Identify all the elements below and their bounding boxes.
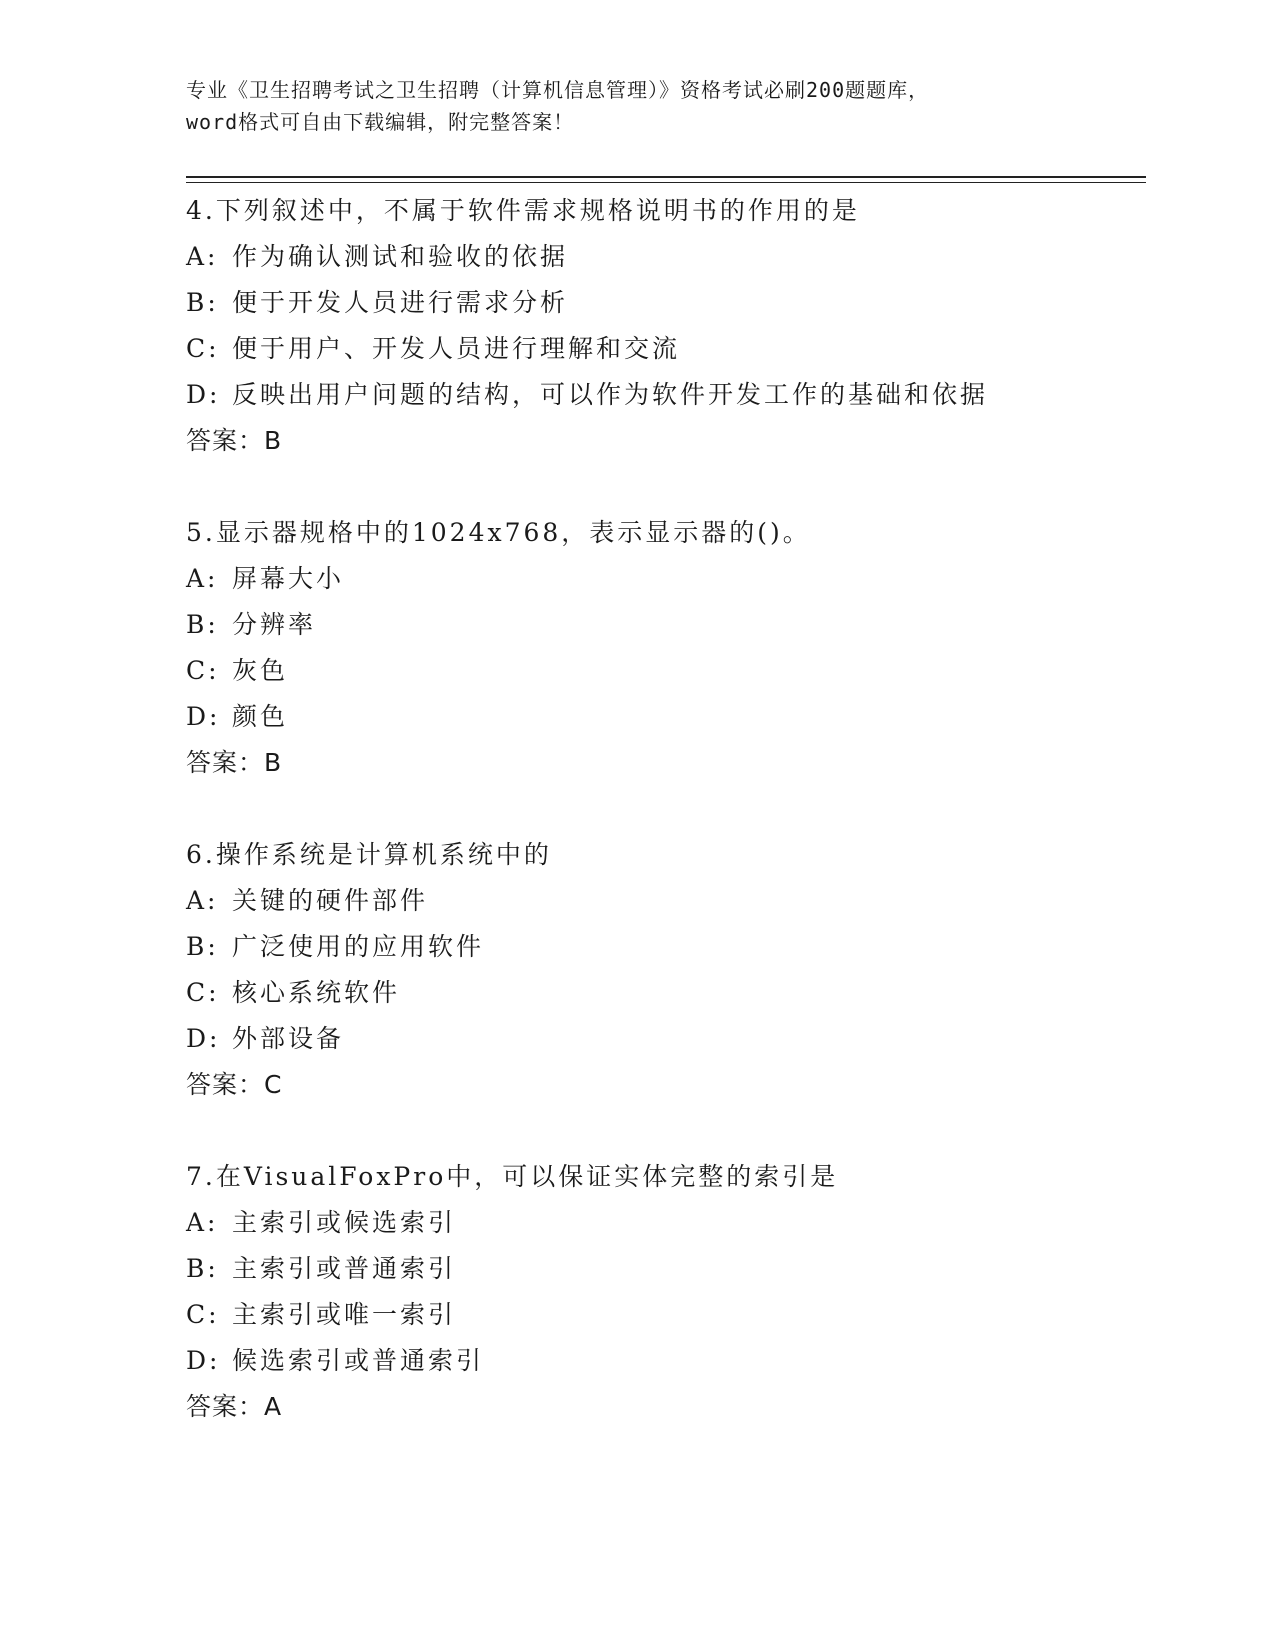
option-letter: C: xyxy=(186,978,220,1007)
option-letter: A: xyxy=(186,1208,219,1237)
option-text: 广泛使用的应用软件 xyxy=(232,932,485,961)
option-text: 屏幕大小 xyxy=(232,564,345,593)
option-text: 便于用户、开发人员进行理解和交流 xyxy=(232,334,681,363)
option-c xyxy=(186,1292,1146,1338)
option-letter: A: xyxy=(186,886,219,915)
option-d xyxy=(186,1338,1146,1384)
option-text: 便于开发人员进行需求分析 xyxy=(232,288,569,317)
option-text: 主索引或候选索引 xyxy=(232,1208,457,1237)
option-a xyxy=(186,556,1146,602)
option-text: 颜色 xyxy=(232,702,289,731)
question-stem: 6.操作系统是计算机系统中的 xyxy=(186,840,552,869)
header-line-2: word格式可自由下载编辑，附完整答案！ xyxy=(186,110,575,134)
option-letter: A: xyxy=(186,564,219,593)
option-letter: B: xyxy=(186,1254,219,1283)
option-text: 候选索引或普通索引 xyxy=(232,1346,485,1375)
option-b xyxy=(186,924,1146,970)
option-c xyxy=(186,648,1146,694)
answer-line: 答案：B xyxy=(186,748,283,777)
option-a xyxy=(186,234,1146,280)
question-block xyxy=(186,510,1146,786)
option-letter: C: xyxy=(186,656,220,685)
option-letter: B: xyxy=(186,610,219,639)
option-c xyxy=(186,970,1146,1016)
option-letter: D: xyxy=(186,380,221,409)
option-text: 核心系统软件 xyxy=(232,978,401,1007)
answer-line: 答案：A xyxy=(186,1392,283,1421)
option-letter: B: xyxy=(186,288,219,317)
option-letter: D: xyxy=(186,1346,221,1375)
header-divider-thick xyxy=(186,176,1146,178)
option-text: 主索引或普通索引 xyxy=(232,1254,457,1283)
option-b xyxy=(186,1246,1146,1292)
question-block xyxy=(186,1154,1146,1430)
option-letter: A: xyxy=(186,242,219,271)
option-letter: D: xyxy=(186,702,221,731)
option-letter: D: xyxy=(186,1024,221,1053)
question-stem: 5.显示器规格中的1024x768，表示显示器的()。 xyxy=(186,518,811,547)
answer-line: 答案：B xyxy=(186,426,283,455)
option-text: 灰色 xyxy=(232,656,289,685)
option-text: 主索引或唯一索引 xyxy=(232,1300,457,1329)
option-c xyxy=(186,326,1146,372)
answer-line: 答案：C xyxy=(186,1070,283,1099)
option-text: 外部设备 xyxy=(232,1024,345,1053)
question-stem: 4.下列叙述中，不属于软件需求规格说明书的作用的是 xyxy=(186,196,860,225)
option-text: 作为确认测试和验收的依据 xyxy=(232,242,569,271)
question-stem: 7.在VisualFoxPro中，可以保证实体完整的索引是 xyxy=(186,1162,839,1191)
option-d xyxy=(186,1016,1146,1062)
option-b xyxy=(186,602,1146,648)
header-divider-thin xyxy=(186,182,1146,183)
option-d xyxy=(186,694,1146,740)
option-a xyxy=(186,878,1146,924)
option-text: 反映出用户问题的结构，可以作为软件开发工作的基础和依据 xyxy=(232,380,989,409)
question-block xyxy=(186,832,1146,1108)
header-line-1: 专业《卫生招聘考试之卫生招聘（计算机信息管理）》资格考试必刷200题题库， xyxy=(186,78,930,102)
option-letter: C: xyxy=(186,1300,220,1329)
option-text: 关键的硬件部件 xyxy=(232,886,429,915)
option-a xyxy=(186,1200,1146,1246)
option-letter: C: xyxy=(186,334,220,363)
option-d xyxy=(186,372,1146,418)
option-letter: B: xyxy=(186,932,219,961)
document-header xyxy=(186,74,1086,138)
question-list xyxy=(186,188,1146,1476)
option-text: 分辨率 xyxy=(232,610,317,639)
option-b xyxy=(186,280,1146,326)
question-block xyxy=(186,188,1146,464)
